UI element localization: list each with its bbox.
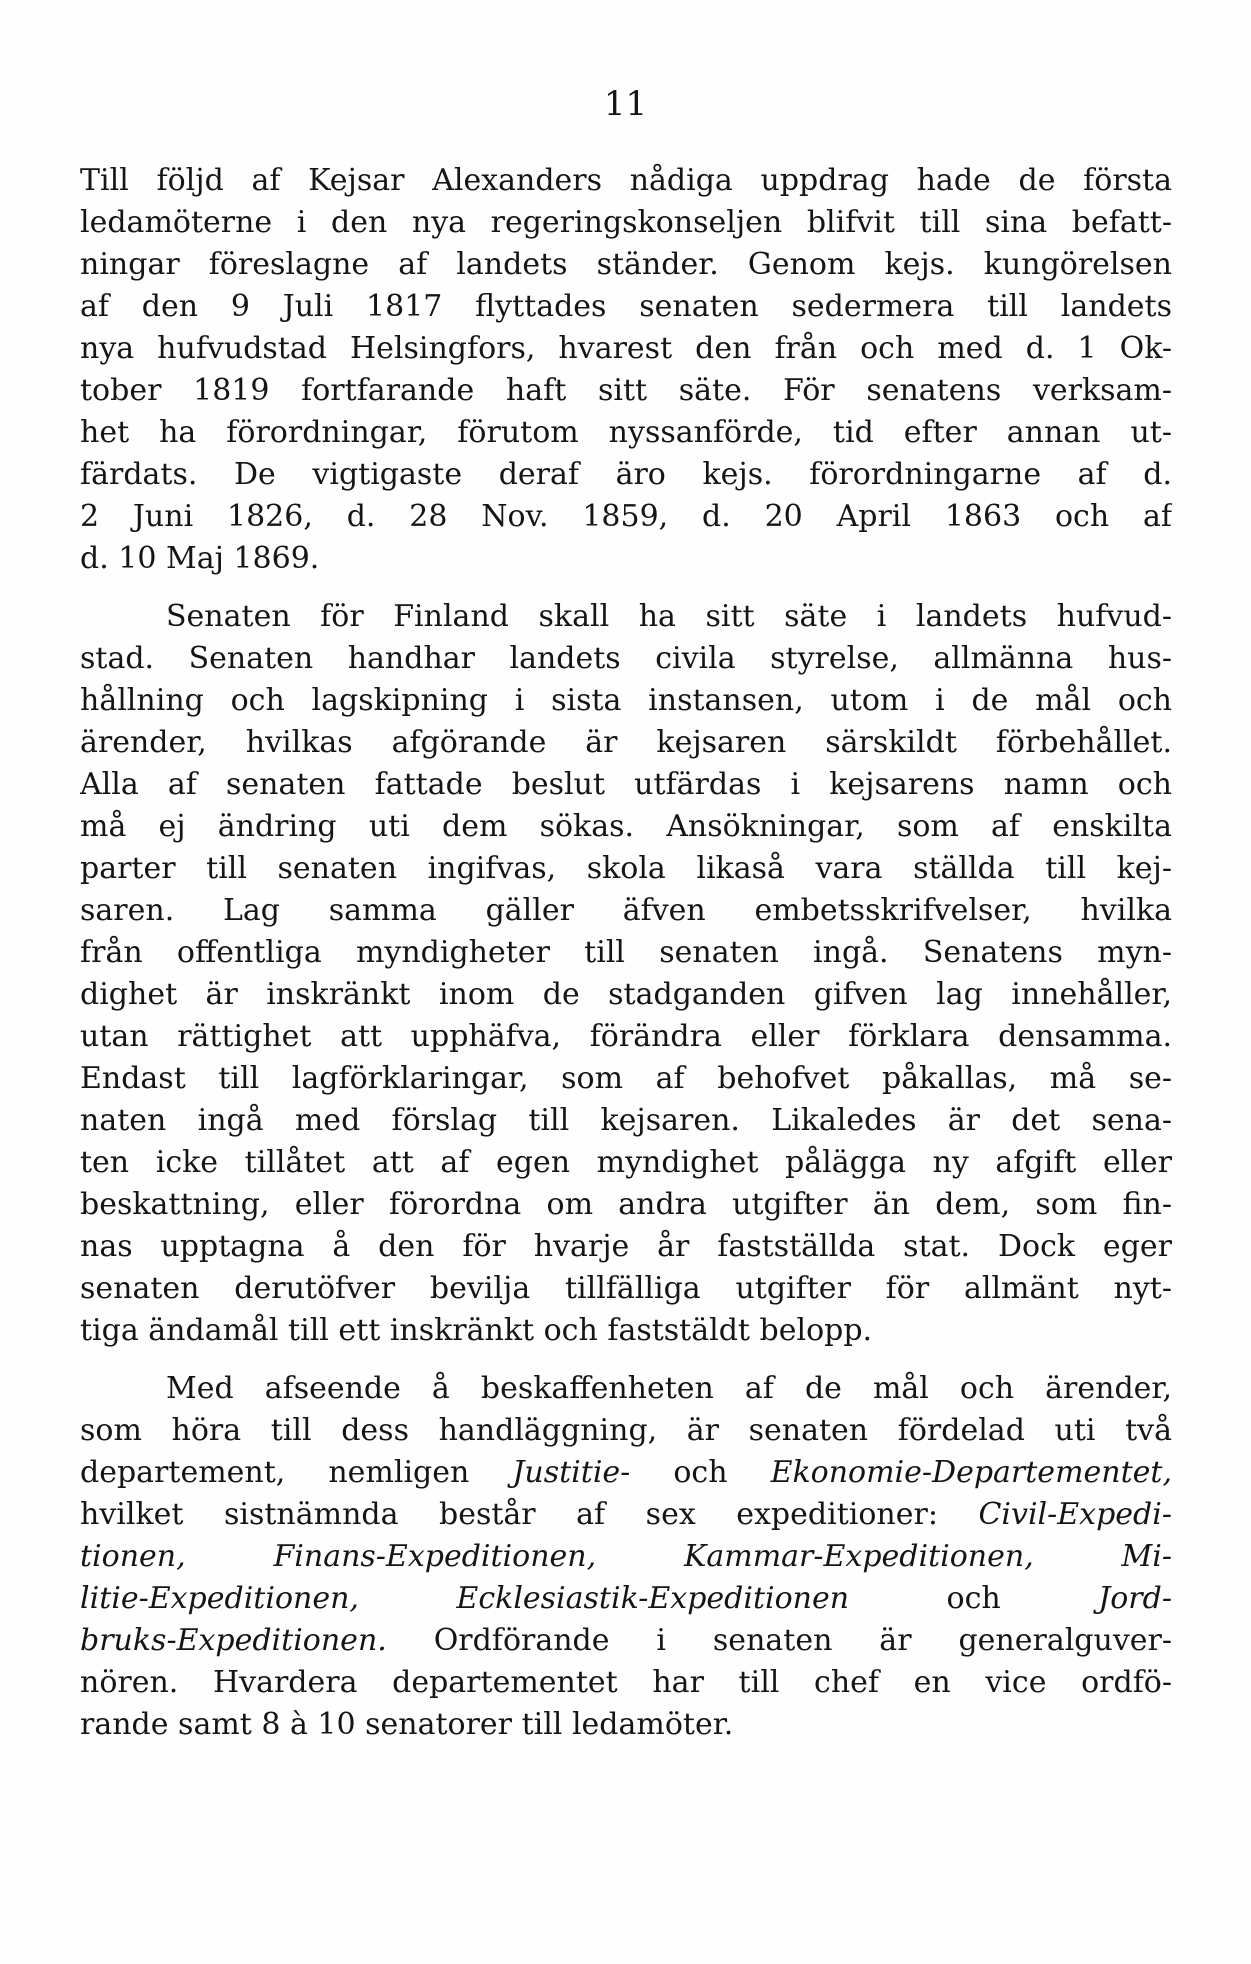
paragraph (80, 596, 1172, 1352)
text-line (80, 1662, 1172, 1704)
text-run: beskattning, eller förordna om andra utgifter än dem, som fin- (80, 1187, 1172, 1222)
text-run: nya hufvudstad Helsingfors, hvarest den från och med d. 1 Ok- (80, 331, 1172, 366)
text-run: Till följd af Kejsar Alexanders nådiga uppdrag hade de första (80, 163, 1172, 198)
body-text (80, 160, 1172, 1746)
text-run: utan rättighet att upphäfva, förändra eller förklara densamma. (80, 1019, 1172, 1054)
text-line (80, 1578, 1172, 1620)
text-line (80, 722, 1172, 764)
text-run: och (630, 1455, 771, 1490)
text-line (80, 1620, 1172, 1662)
italic-text: Civil-Expedi- (978, 1497, 1172, 1532)
text-line (80, 974, 1172, 1016)
text-run: nören. Hvardera departementet har till chef en vice ordfö- (80, 1665, 1172, 1700)
text-line (80, 1016, 1172, 1058)
paragraph-gap (80, 1352, 1172, 1368)
text-run: rande samt 8 à 10 senatorer till ledamöter. (80, 1707, 734, 1742)
text-run: dighet är inskränkt inom de stadganden gifven lag innehåller, (80, 977, 1172, 1012)
text-run: från offentliga myndigheter till senaten ingå. Senatens myn- (80, 935, 1172, 970)
text-run: het ha förordningar, förutom nyssanförde, tid efter annan ut- (80, 415, 1172, 450)
text-line (80, 1100, 1172, 1142)
paragraph (80, 1368, 1172, 1746)
text-run: Med afseende å beskaffenheten af de mål och ärender, (166, 1371, 1172, 1406)
text-line (80, 412, 1172, 454)
text-line (80, 890, 1172, 932)
italic-text: bruks-Expeditionen. (80, 1623, 387, 1658)
italic-text: tionen, Finans-Expeditionen, Kammar-Expeditionen, Mi- (80, 1539, 1172, 1574)
text-line (80, 638, 1172, 680)
text-run: saren. Lag samma gäller äfven embetsskrifvelser, hvilka (80, 893, 1172, 928)
text-line (80, 1494, 1172, 1536)
italic-text: Ekonomie-Departementet, (770, 1455, 1172, 1490)
text-line (80, 1452, 1172, 1494)
text-run: Ordförande i senaten är generalguver- (386, 1623, 1172, 1658)
italic-text: Jord- (1098, 1581, 1172, 1616)
text-line (80, 1704, 1172, 1746)
text-line (80, 932, 1172, 974)
text-run: färdats. De vigtigaste deraf äro kejs. förordningarne af d. (80, 457, 1172, 492)
text-run: som höra till dess handläggning, är senaten fördelad uti två (80, 1413, 1172, 1448)
text-line (80, 1142, 1172, 1184)
text-run: och (849, 1581, 1099, 1616)
text-line (80, 1184, 1172, 1226)
text-line (80, 328, 1172, 370)
text-line (80, 370, 1172, 412)
text-run: hållning och lagskipning i sista instansen, utom i de mål och (80, 683, 1172, 718)
text-line (80, 496, 1172, 538)
text-run: ten icke tillåtet att af egen myndighet pålägga ny afgift eller (80, 1145, 1172, 1180)
text-run: ledamöterne i den nya regeringskonseljen blifvit till sina befatt- (80, 205, 1172, 240)
italic-text: litie-Expeditionen, Ecklesiastik-Expeditionen (80, 1581, 850, 1616)
text-run: Endast till lagförklaringar, som af behofvet påkallas, må se- (80, 1061, 1172, 1096)
text-run: Senaten för Finland skall ha sitt säte i landets hufvud- (166, 599, 1172, 634)
text-line (80, 1058, 1172, 1100)
text-run: nas upptagna å den för hvarje år fastställda stat. Dock eger (80, 1229, 1172, 1264)
text-run: hvilket sistnämnda består af sex expeditioner: (80, 1497, 979, 1532)
text-line (80, 764, 1172, 806)
text-line (80, 160, 1172, 202)
text-run: naten ingå med förslag till kejsaren. Likaledes är det sena- (80, 1103, 1172, 1138)
text-line (80, 244, 1172, 286)
text-line (80, 1310, 1172, 1352)
text-line (80, 286, 1172, 328)
text-line (80, 806, 1172, 848)
text-line (80, 1410, 1172, 1452)
text-line (80, 1368, 1172, 1410)
text-line (80, 454, 1172, 496)
text-run: 2 Juni 1826, d. 28 Nov. 1859, d. 20 April 1863 och af (80, 499, 1172, 534)
text-line (80, 1226, 1172, 1268)
text-line (80, 848, 1172, 890)
text-run: ärender, hvilkas afgörande är kejsaren särskildt förbehållet. (80, 725, 1172, 760)
paragraph (80, 160, 1172, 580)
text-line (80, 202, 1172, 244)
text-line (80, 538, 1172, 580)
text-line (80, 596, 1172, 638)
italic-text: Justitie- (512, 1455, 631, 1490)
text-run: Alla af senaten fattade beslut utfärdas i kejsarens namn och (80, 767, 1172, 802)
text-run: af den 9 Juli 1817 flyttades senaten sedermera till landets (80, 289, 1172, 324)
text-run: tober 1819 fortfarande haft sitt säte. För senatens verksam- (80, 373, 1172, 408)
text-run: stad. Senaten handhar landets civila styrelse, allmänna hus- (80, 641, 1172, 676)
text-run: departement, nemligen (80, 1455, 513, 1490)
text-run: tiga ändamål till ett inskränkt och faststäldt belopp. (80, 1313, 873, 1348)
text-run: ningar föreslagne af landets ständer. Genom kejs. kungörelsen (80, 247, 1172, 282)
paragraph-gap (80, 580, 1172, 596)
page-number: 11 (603, 84, 648, 124)
text-run: parter till senaten ingifvas, skola likaså vara ställda till kej- (80, 851, 1172, 886)
text-run: må ej ändring uti dem sökas. Ansökningar, som af enskilta (80, 809, 1172, 844)
text-run: d. 10 Maj 1869. (80, 541, 320, 576)
text-run: senaten derutöfver bevilja tillfälliga utgifter för allmänt nyt- (80, 1271, 1172, 1306)
text-line (80, 1536, 1172, 1578)
text-line (80, 1268, 1172, 1310)
text-line (80, 680, 1172, 722)
